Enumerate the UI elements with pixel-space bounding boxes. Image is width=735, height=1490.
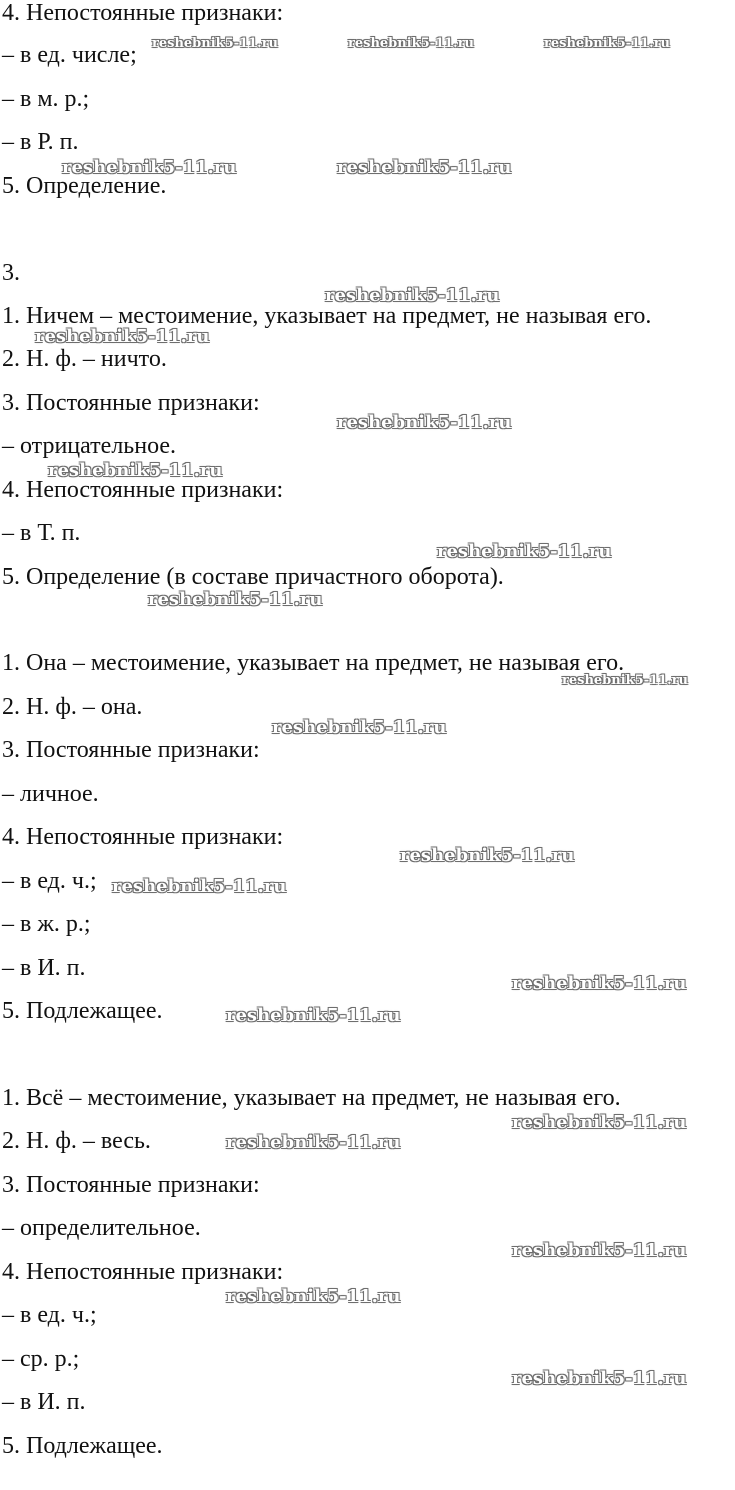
watermark: reshebnik5-11.ru: [62, 157, 237, 178]
watermark: reshebnik5-11.ru: [226, 1132, 401, 1153]
watermark: reshebnik5-11.ru: [512, 973, 687, 994]
text-line: 3. Постоянные признаки:: [2, 1172, 260, 1198]
watermark: reshebnik5-11.ru: [512, 1368, 687, 1389]
text-line: 4. Непостоянные признаки:: [2, 824, 284, 850]
text-line: 1. Она – местоимение, указывает на предмет, не называя его.: [2, 650, 625, 676]
text-line: – в И. п.: [2, 955, 86, 981]
text-line: – в ед. ч.;: [2, 868, 97, 894]
section-number: 3.: [2, 260, 20, 286]
watermark: reshebnik5-11.ru: [400, 845, 575, 866]
text-line: 4. Непостоянные признаки:: [2, 477, 284, 503]
text-line: 5. Подлежащее.: [2, 998, 163, 1024]
text-line: – определительное.: [2, 1215, 201, 1241]
watermark: reshebnik5-11.ru: [544, 36, 671, 51]
watermark: reshebnik5-11.ru: [337, 157, 512, 178]
watermark: reshebnik5-11.ru: [226, 1005, 401, 1026]
watermark: reshebnik5-11.ru: [48, 460, 223, 481]
text-line: – в ед. ч.;: [2, 1302, 97, 1328]
watermark: reshebnik5-11.ru: [152, 36, 279, 51]
watermark: reshebnik5-11.ru: [272, 717, 447, 738]
watermark: reshebnik5-11.ru: [112, 876, 287, 897]
text-line: 2. Н. ф. – она.: [2, 694, 143, 720]
text-line: – отрицательное.: [2, 433, 177, 459]
watermark: reshebnik5-11.ru: [148, 589, 323, 610]
watermark: reshebnik5-11.ru: [512, 1112, 687, 1133]
text-line: – в ж. р.;: [2, 911, 91, 937]
watermark: reshebnik5-11.ru: [512, 1240, 687, 1261]
text-line: 5. Определение (в составе причастного оборота).: [2, 564, 504, 590]
text-line: – в Т. п.: [2, 520, 81, 546]
text-line: – в Р. п.: [2, 129, 79, 155]
text-line: 1. Всё – местоимение, указывает на предмет, не называя его.: [2, 1085, 621, 1111]
text-line: 2. Н. ф. – весь.: [2, 1128, 151, 1154]
watermark: reshebnik5-11.ru: [437, 541, 612, 562]
text-line: 4. Непостоянные признаки:: [2, 1259, 284, 1285]
watermark: reshebnik5-11.ru: [35, 326, 210, 347]
watermark: reshebnik5-11.ru: [226, 1286, 401, 1307]
text-line: – личное.: [2, 781, 99, 807]
text-line: – в И. п.: [2, 1389, 86, 1415]
text-line: 2. Н. ф. – ничто.: [2, 346, 167, 372]
text-line: 3. Постоянные признаки:: [2, 737, 260, 763]
text-line: – в ед. числе;: [2, 42, 137, 68]
text-line: – в м. р.;: [2, 86, 90, 112]
text-line: 3. Постоянные признаки:: [2, 390, 260, 416]
text-line: – ср. р.;: [2, 1346, 80, 1372]
text-line: 4. Непостоянные признаки:: [2, 0, 284, 26]
text-line: 1. Ничем – местоимение, указывает на предмет, не называя его.: [2, 303, 652, 329]
text-line: 5. Подлежащее.: [2, 1433, 163, 1459]
watermark: reshebnik5-11.ru: [337, 412, 512, 433]
watermark: reshebnik5-11.ru: [325, 285, 500, 306]
text-line: 5. Определение.: [2, 173, 167, 199]
watermark: reshebnik5-11.ru: [562, 673, 689, 688]
watermark: reshebnik5-11.ru: [348, 36, 475, 51]
